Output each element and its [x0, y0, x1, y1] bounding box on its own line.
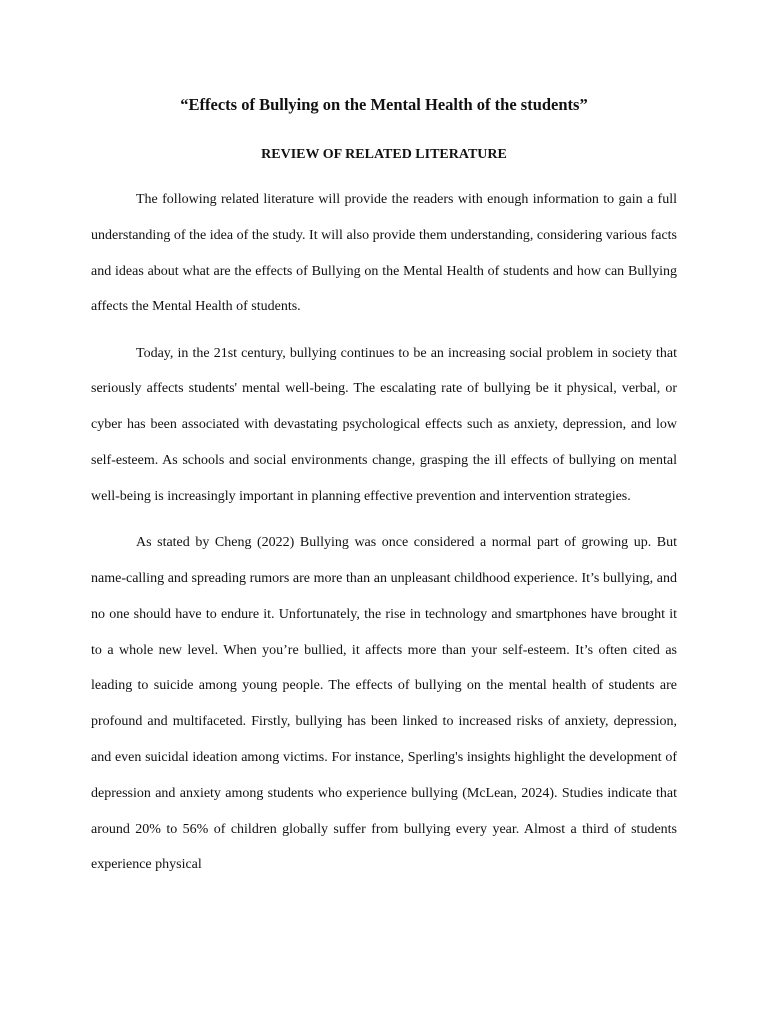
- paragraph-intro: The following related literature will provide the readers with enough information to gain a full understanding of the idea of the study. It will also provide them understanding, considering various facts and ideas about what are the effects of Bullying on the Mental Health of students and how can Bullying affects the Mental Health of students.: [91, 192, 677, 315]
- body-text: [91, 182, 677, 883]
- paragraph-21st-century: Today, in the 21st century, bullying continues to be an increasing social problem in society that seriously affects students' mental well-being. The escalating rate of bullying be it physical, verbal, or cyber has been associated with devastating psychological effects such as anxiety, depression, and low self-esteem. As schools and social environments change, grasping the ill effects of bullying on mental well-being is increasingly important in planning effective prevention and intervention strategies.: [91, 345, 677, 504]
- document-title: “Effects of Bullying on the Mental Health of the students”: [180, 95, 588, 114]
- paragraph-cheng: As stated by Cheng (2022) Bullying was once considered a normal part of growing up. But name-calling and spreading rumors are more than an unpleasant childhood experience. It’s bullying, and no one should have to endure it. Unfortunately, the rise in technology and smartphones have brought it to a whole new level. When you’re bullied, it affects more than your self-esteem. It’s often cited as leading to suicide among young people. The effects of bullying on the mental health of students are profound and multifaceted. Firstly, bullying has been linked to increased risks of anxiety, depression, and even suicidal ideation among victims. For instance, Sperling's insights highlight the development of depression and anxiety among students who experience bullying (McLean, 2024). Studies indicate that around 20% to 56% of children globally suffer from bullying every year. Almost a third of students experience physical: [91, 535, 677, 873]
- section-heading: REVIEW OF RELATED LITERATURE: [261, 147, 507, 162]
